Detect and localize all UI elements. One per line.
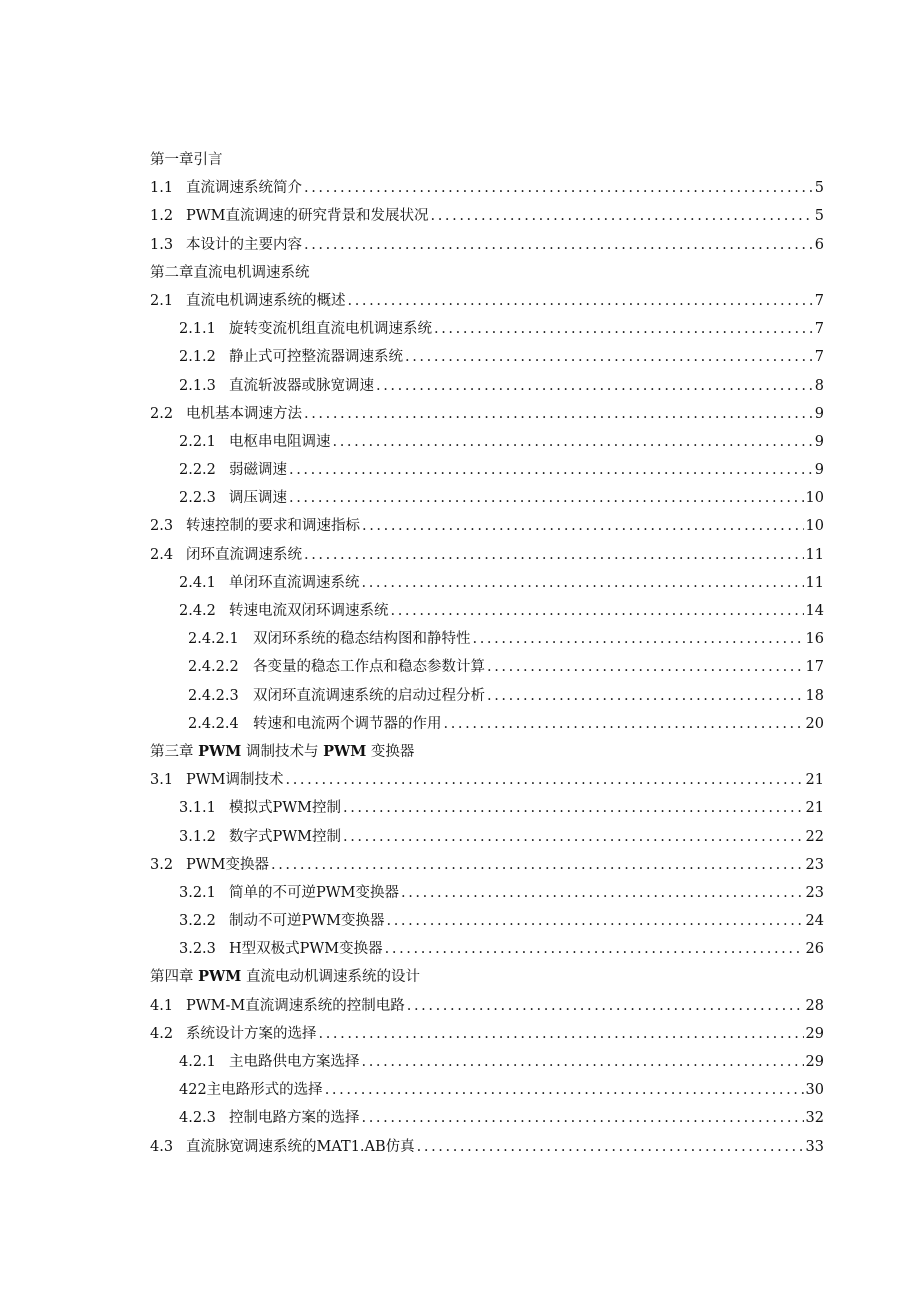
toc-entry: [150, 541, 824, 569]
chapter-title-part: PWM: [323, 742, 367, 760]
dot-leader: [391, 597, 804, 625]
dot-leader: [401, 879, 804, 907]
section-number: 2.4: [150, 546, 174, 563]
dot-leader: [431, 202, 813, 230]
section-title: 弱磁调速: [229, 462, 287, 479]
section-number: 2.4.2.1: [188, 631, 239, 648]
page-number: 32: [805, 1110, 824, 1127]
section-number: 2.1.1: [179, 321, 216, 338]
section-number: 4.2.1: [179, 1054, 216, 1070]
section-number: 1.2: [150, 208, 174, 225]
toc-chapter-heading: [150, 259, 824, 287]
section-number: 1.1: [150, 180, 174, 197]
section-title: 简单的不可逆PWM变换器: [229, 884, 400, 901]
section-number: 2.4.2.4: [188, 715, 239, 732]
page-number: 9: [814, 462, 824, 479]
section-number: 2.2: [150, 405, 174, 422]
dot-leader: [333, 428, 813, 456]
section-title: 旋转变流机组直流电机调速系统: [229, 321, 432, 338]
section-number: 4.2: [150, 1025, 174, 1042]
dot-leader: [417, 1133, 804, 1161]
toc-entry: [150, 766, 824, 794]
toc-entry: [150, 710, 824, 738]
dot-leader: [385, 935, 804, 963]
section-title: 直流脉宽调速系统的MAT1.AB仿真: [186, 1138, 415, 1155]
section-title: 数字式PWM控制: [229, 828, 342, 845]
section-title: 本设计的主要内容: [186, 236, 302, 253]
toc-entry: [150, 1020, 824, 1048]
chapter-title-part: PWM: [198, 742, 242, 760]
page-number: 16: [805, 631, 824, 648]
section-number: 2.1: [150, 292, 174, 309]
page-number: 10: [805, 518, 824, 535]
toc-entry: [150, 935, 824, 963]
section-title: PWM直流调速的研究背景和发展状况: [186, 208, 429, 225]
page-number: 11: [805, 546, 824, 563]
toc-entry: [150, 597, 824, 625]
table-of-contents: [150, 146, 824, 1161]
section-title: 直流斩波器或脉宽调速: [229, 377, 374, 394]
section-title: 控制电路方案的选择: [229, 1110, 360, 1127]
dot-leader: [405, 343, 813, 371]
dot-leader: [304, 541, 804, 569]
dot-leader: [362, 569, 804, 597]
page-number: 10: [805, 490, 824, 507]
toc-chapter-heading: [150, 738, 824, 766]
page-number: 14: [805, 603, 824, 619]
section-number: 2.1.3: [179, 377, 216, 394]
dot-leader: [348, 287, 813, 315]
dot-leader: [362, 1048, 804, 1076]
page-number: 7: [814, 321, 824, 338]
section-number: 2.3: [150, 518, 174, 535]
section-title: PWM-M直流调速系统的控制电路: [186, 997, 405, 1014]
page-number: 33: [805, 1138, 824, 1155]
section-title: 422主电路形式的选择: [179, 1082, 323, 1099]
page-number: 5: [814, 208, 824, 225]
section-number: 3.2.3: [179, 941, 216, 958]
page-number: 17: [805, 659, 824, 676]
dot-leader: [473, 625, 804, 653]
dot-leader: [304, 174, 813, 202]
page-number: 9: [814, 405, 824, 422]
page-number: 7: [814, 292, 824, 309]
section-number: 4.1: [150, 997, 174, 1014]
toc-entry: [150, 879, 824, 907]
dot-leader: [434, 315, 813, 343]
toc-entry: [150, 907, 824, 935]
dot-leader: [487, 682, 804, 710]
page-number: 20: [805, 715, 824, 732]
toc-entry: [150, 315, 824, 343]
section-number: 2.4.2.2: [188, 659, 239, 676]
section-number: 2.2.3: [179, 490, 216, 507]
page-number: 18: [805, 687, 824, 704]
dot-leader: [343, 794, 804, 822]
dot-leader: [362, 1104, 804, 1132]
section-number: 3.2.2: [179, 913, 216, 930]
section-title: 电枢串电阻调速: [229, 433, 331, 450]
toc-entry: [150, 851, 824, 879]
page-number: 11: [805, 574, 824, 591]
section-title: 闭环直流调速系统: [186, 546, 302, 563]
page-number: 6: [814, 236, 824, 253]
chapter-title-part: 直流电动机调速系统的设计: [241, 969, 420, 986]
section-number: 3.2.1: [179, 884, 216, 901]
section-number: 1.3: [150, 236, 174, 253]
section-title: 主电路供电方案选择: [229, 1054, 360, 1070]
chapter-title-part: 变换器: [366, 743, 415, 760]
page-number: 28: [805, 997, 824, 1014]
section-title: 转速控制的要求和调速指标: [186, 518, 360, 535]
section-number: 2.2.1: [179, 433, 216, 450]
toc-entry: [150, 1076, 824, 1104]
section-number: 2.4.2.3: [188, 687, 239, 704]
toc-chapter-heading: [150, 146, 824, 174]
toc-entry: [150, 428, 824, 456]
toc-chapter-heading: [150, 963, 824, 991]
page-number: 29: [805, 1054, 824, 1070]
chapter-title-part: 第三章: [150, 743, 199, 760]
section-number: 3.1: [150, 772, 174, 789]
dot-leader: [325, 1076, 804, 1104]
toc-entry: [150, 202, 824, 230]
dot-leader: [343, 823, 804, 851]
dot-leader: [444, 710, 804, 738]
toc-entry: [150, 625, 824, 653]
section-title: 各变量的稳态工作点和稳态参数计算: [253, 659, 485, 676]
page-number: 29: [805, 1025, 824, 1042]
section-title: H型双极式PWM变换器: [229, 941, 383, 958]
dot-leader: [289, 484, 804, 512]
section-title: 双闭环系统的稳态结构图和静特性: [253, 631, 471, 648]
page-number: 26: [805, 941, 824, 958]
section-title: 模拟式PWM控制: [229, 800, 342, 817]
page-number: 7: [814, 349, 824, 366]
section-number: 2.2.2: [179, 462, 216, 479]
section-number: 4.3: [150, 1138, 174, 1155]
chapter-title: 第二章直流电机调速系统: [150, 264, 310, 281]
toc-entry: [150, 512, 824, 540]
section-title: 系统设计方案的选择: [186, 1025, 317, 1042]
section-title: PWM变换器: [186, 856, 270, 873]
toc-entry: [150, 992, 824, 1020]
dot-leader: [304, 400, 813, 428]
section-title: 电机基本调速方法: [186, 405, 302, 422]
section-title: 转速电流双闭环调速系统: [229, 603, 389, 619]
toc-entry: [150, 1048, 824, 1076]
toc-entry: [150, 823, 824, 851]
section-title: 调压调速: [229, 490, 287, 507]
page-number: 9: [814, 433, 824, 450]
dot-leader: [362, 512, 804, 540]
dot-leader: [487, 653, 804, 681]
toc-entry: [150, 456, 824, 484]
toc-entry: [150, 484, 824, 512]
toc-entry: [150, 400, 824, 428]
section-title: 制动不可逆PWM变换器: [229, 913, 385, 930]
chapter-title: [150, 963, 420, 991]
chapter-title: [150, 738, 414, 766]
section-title: 转速和电流两个调节器的作用: [253, 715, 442, 732]
dot-leader: [387, 907, 804, 935]
toc-entry: [150, 569, 824, 597]
toc-entry: [150, 653, 824, 681]
page-number: 21: [805, 772, 824, 789]
section-number: 2.4.2: [179, 603, 216, 619]
chapter-title-part: 第四章: [150, 969, 199, 986]
section-title: 静止式可控整流器调速系统: [229, 349, 403, 366]
page-number: 22: [805, 828, 824, 845]
section-title: 直流调速系统简介: [186, 180, 302, 197]
dot-leader: [286, 766, 804, 794]
section-number: 2.4.1: [179, 574, 216, 591]
toc-entry: [150, 372, 824, 400]
dot-leader: [289, 456, 813, 484]
page-number: 23: [805, 884, 824, 901]
dot-leader: [304, 231, 813, 259]
dot-leader: [407, 992, 804, 1020]
toc-entry: [150, 1104, 824, 1132]
toc-entry: [150, 682, 824, 710]
dot-leader: [376, 372, 813, 400]
chapter-title: 第一章引言: [150, 152, 223, 168]
toc-entry: [150, 287, 824, 315]
section-title: PWM调制技术: [186, 772, 284, 789]
section-title: 单闭环直流调速系统: [229, 574, 360, 591]
page-number: 8: [814, 377, 824, 394]
dot-leader: [319, 1020, 804, 1048]
chapter-title-part: PWM: [198, 968, 242, 986]
page-number: 23: [805, 856, 824, 873]
page-number: 30: [805, 1082, 824, 1099]
page-number: 5: [814, 180, 824, 197]
section-number: 3.2: [150, 856, 174, 873]
section-title: 双闭环直流调速系统的启动过程分析: [253, 687, 485, 704]
section-number: 4.2.3: [179, 1110, 216, 1127]
toc-entry: [150, 343, 824, 371]
dot-leader: [271, 851, 804, 879]
toc-entry: [150, 794, 824, 822]
toc-entry: [150, 174, 824, 202]
section-title: 直流电机调速系统的概述: [186, 292, 346, 309]
section-number: 3.1.2: [179, 828, 216, 845]
page-number: 24: [805, 913, 824, 930]
section-number: 3.1.1: [179, 800, 216, 817]
toc-entry: [150, 1133, 824, 1161]
toc-entry: [150, 231, 824, 259]
page-number: 21: [805, 800, 824, 817]
chapter-title-part: 调制技术与: [241, 743, 324, 760]
section-number: 2.1.2: [179, 349, 216, 366]
